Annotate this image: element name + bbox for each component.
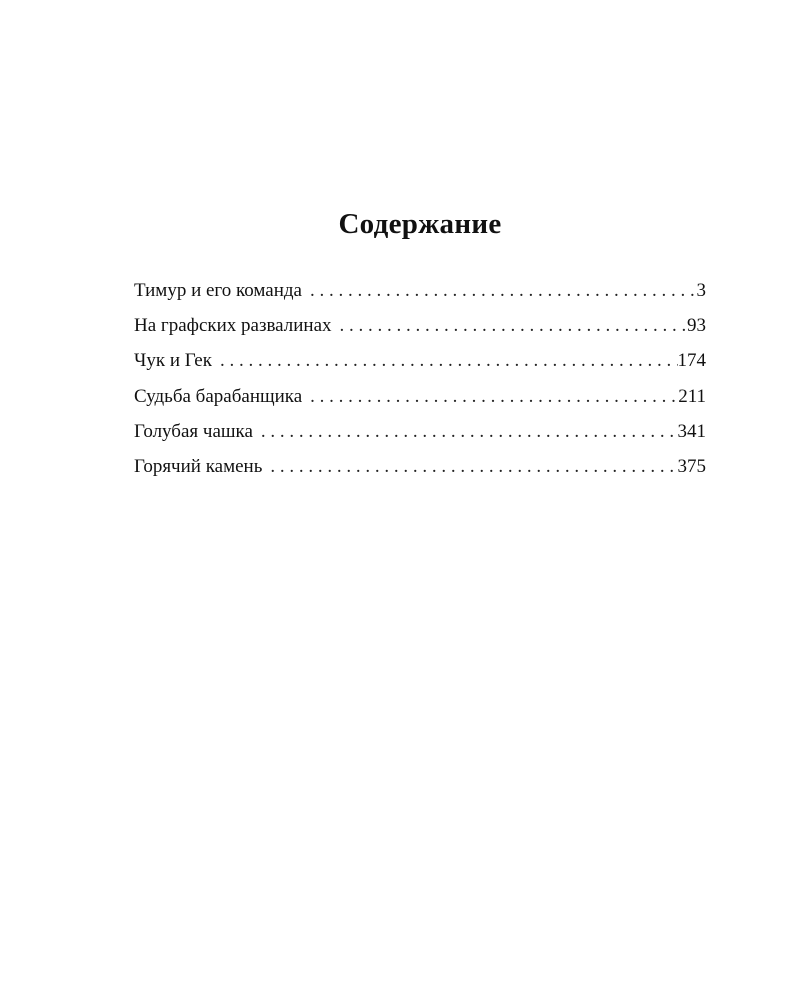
toc-entry-title: Чук и Гек <box>134 350 212 372</box>
toc-entry[interactable] <box>134 315 706 350</box>
toc-dot-leader <box>253 421 678 443</box>
toc-dot-leader <box>302 386 678 408</box>
toc-dot-leader <box>332 315 687 337</box>
toc-entry-title: На графских развалинах <box>134 315 332 337</box>
toc-entry-title: Судьба барабанщика <box>134 385 303 407</box>
toc-entry[interactable] <box>134 280 706 315</box>
toc-entry[interactable] <box>134 456 706 491</box>
toc-dot-leader <box>302 280 697 302</box>
toc-dot-leader <box>212 350 678 372</box>
toc-entry-title: Горячий камень <box>134 455 263 477</box>
toc-entry-page: 3 <box>696 280 706 301</box>
toc-entry-page: 93 <box>687 315 706 337</box>
toc-entry-page: 375 <box>677 455 706 477</box>
toc-entry[interactable] <box>134 421 706 456</box>
page-title: Содержание <box>338 208 502 240</box>
toc-entry-title: Голубая чашка <box>134 420 253 442</box>
toc-entry-page: 211 <box>678 385 706 407</box>
toc-dot-leader <box>262 456 677 478</box>
toc-entry-page: 341 <box>677 420 706 442</box>
table-of-contents <box>134 280 706 491</box>
toc-entry[interactable] <box>134 386 706 421</box>
toc-entry-title: Тимур и его команда <box>134 280 302 301</box>
toc-entry-page: 174 <box>677 350 706 372</box>
toc-entry[interactable] <box>134 350 706 385</box>
